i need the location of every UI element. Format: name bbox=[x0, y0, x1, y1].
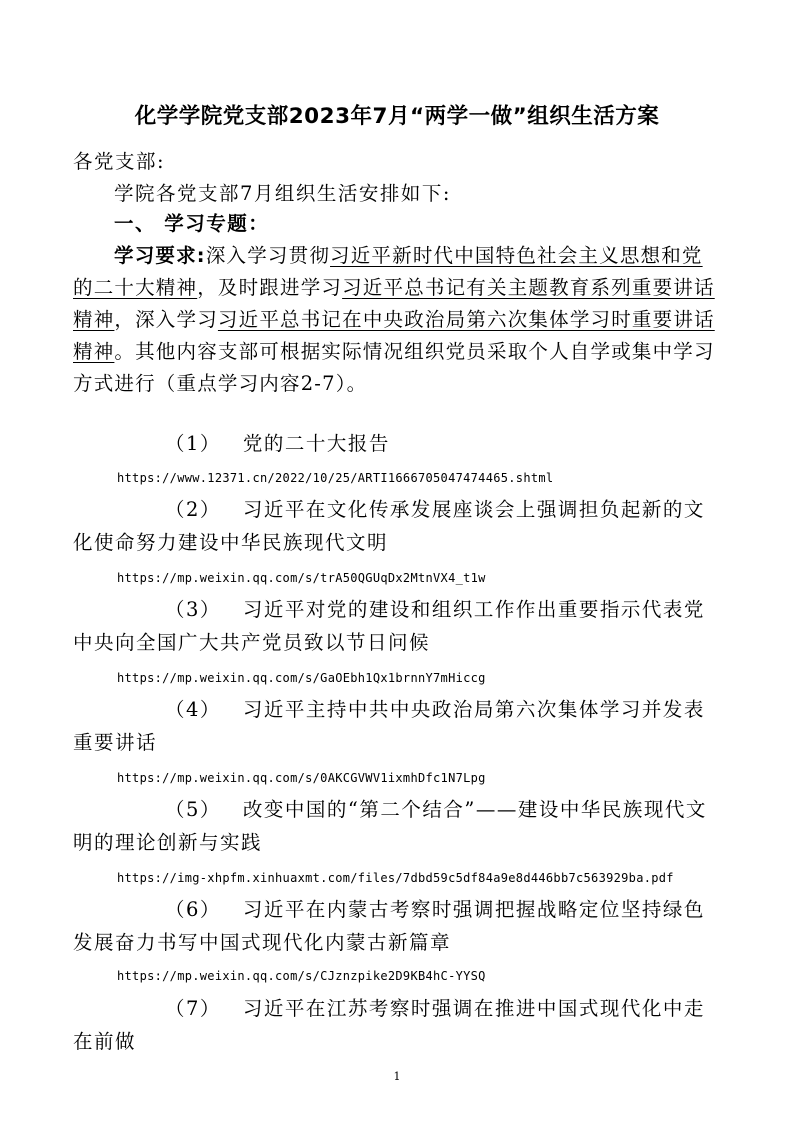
requirement-text-2: ，及时跟进学习 bbox=[197, 276, 343, 299]
requirement-link-1: 习近平新时代中国特色社会主义思想和党的二十大精神 bbox=[73, 244, 703, 299]
item-number: （3） bbox=[165, 598, 221, 621]
item-title: 习近平对党的建设和组织工作作出重要指示代表党中央向全国广大共产党员致以节日问候 bbox=[73, 598, 705, 654]
item-number: （1） bbox=[165, 432, 221, 455]
item-number: （7） bbox=[165, 997, 221, 1020]
requirement-paragraph bbox=[73, 240, 723, 400]
item-title: 党的二十大报告 bbox=[242, 432, 390, 455]
item-number: （4） bbox=[165, 698, 221, 721]
requirement-label: 学习要求: bbox=[114, 244, 206, 267]
item-title: 习近平主持中共中央政治局第六次集体学习并发表重要讲话 bbox=[73, 698, 705, 754]
study-item-5 bbox=[73, 793, 723, 859]
salutation: 各党支部: bbox=[73, 150, 166, 173]
document-title: 化学学院党支部2023年7月“两学一做”组织生活方案 bbox=[134, 104, 660, 129]
requirement-text-3: ，深入学习 bbox=[114, 308, 218, 331]
item-number: （6） bbox=[165, 898, 221, 921]
study-item-7 bbox=[73, 992, 723, 1058]
item-url-4[interactable]: https://mp.weixin.qq.com/s/0AKCGVWV1ixmhDfc1N7Lpg bbox=[117, 771, 486, 785]
study-item-4 bbox=[73, 693, 723, 759]
item-number: （2） bbox=[165, 498, 221, 521]
item-url-2[interactable]: https://mp.weixin.qq.com/s/trA50QGUqDx2MtnVX4_t1w bbox=[117, 571, 486, 585]
item-url-1[interactable]: https://www.12371.cn/2022/10/25/ARTI1666705047474465.shtml bbox=[117, 471, 554, 485]
item-number: （5） bbox=[165, 798, 221, 821]
intro-paragraph: 学院各党支部7月组织生活安排如下: bbox=[114, 182, 451, 205]
item-title: 改变中国的“第二个结合”——建设中华民族现代文明的理论创新与实践 bbox=[73, 798, 707, 854]
study-item-1 bbox=[73, 427, 723, 460]
item-url-5[interactable]: https://img-xhpfm.xinhuaxmt.com/files/7dbd59c5df84a9e8d446bb7c563929ba.pdf bbox=[117, 871, 674, 885]
requirement-link-2: 习近平总书记有关主题教育系列重要讲话精神 bbox=[73, 276, 715, 331]
page-number: 1 bbox=[393, 1070, 401, 1083]
study-item-6 bbox=[73, 893, 723, 959]
item-title: 习近平在文化传承发展座谈会上强调担负起新的文化使命努力建设中华民族现代文明 bbox=[73, 498, 705, 554]
requirement-link-3: 习近平总书记在中央政治局第六次集体学习时重要讲话精神 bbox=[73, 308, 715, 363]
study-item-3 bbox=[73, 593, 723, 659]
section-heading: 一、 学习专题： bbox=[114, 212, 270, 235]
requirement-text-4: 。其他内容支部可根据实际情况组织党员采取个人自学或集中学习方式进行（重点学习内容2-7）。 bbox=[73, 340, 715, 395]
item-url-3[interactable]: https://mp.weixin.qq.com/s/GaOEbh1Qx1brnnY7mHiccg bbox=[117, 671, 486, 685]
requirement-text-1: 深入学习贯彻 bbox=[205, 244, 331, 267]
study-item-2 bbox=[73, 493, 723, 559]
item-title: 习近平在江苏考察时强调在推进中国式现代化中走在前做 bbox=[73, 997, 705, 1053]
item-title: 习近平在内蒙古考察时强调把握战略定位坚持绿色发展奋力书写中国式现代化内蒙古新篇章 bbox=[73, 898, 705, 954]
item-url-6[interactable]: https://mp.weixin.qq.com/s/CJznzpike2D9KB4hC-YYSQ bbox=[117, 969, 486, 983]
